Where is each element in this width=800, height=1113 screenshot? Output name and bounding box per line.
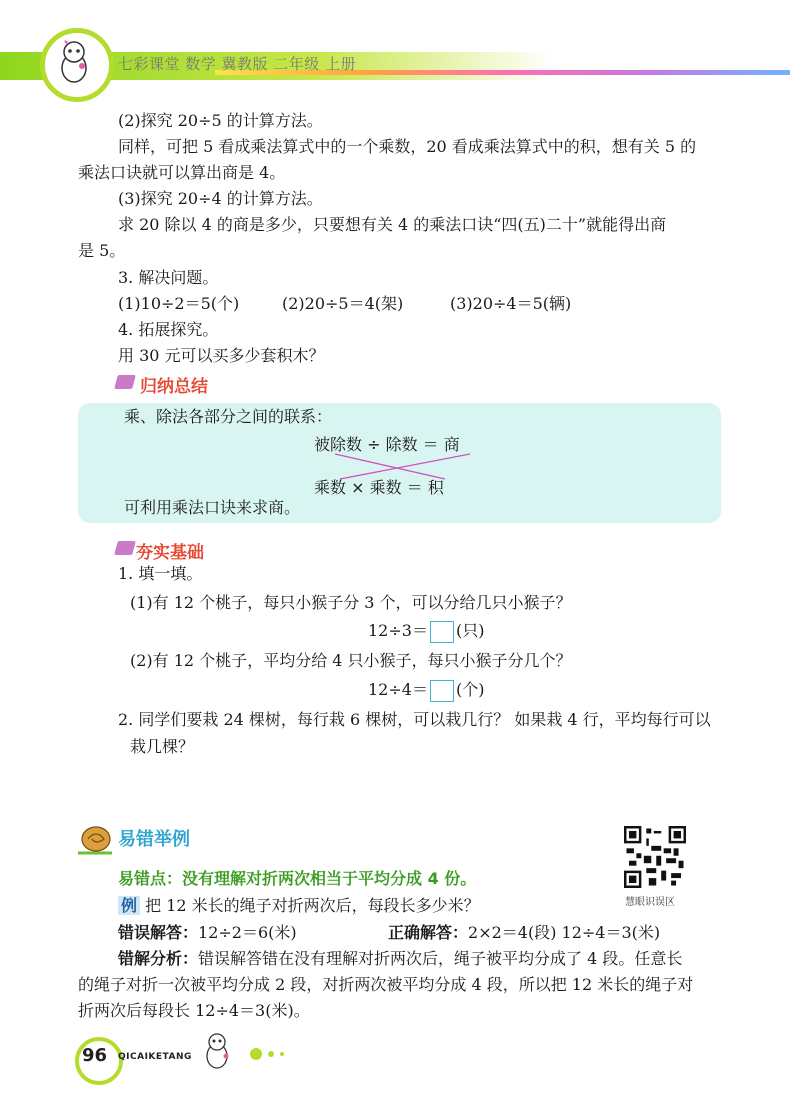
question-1b: (2)有 12 个桃子，平均分给 4 只小猴子，每只小猴子分几个？ xyxy=(130,651,572,670)
answer-line-1b xyxy=(368,679,484,702)
answer-box[interactable] xyxy=(430,621,454,643)
analysis-line-2: 的绳子对折一次被平均分成 2 段，对折两次被平均分成 4 段，所以把 12 米长的绳子对 xyxy=(78,975,694,994)
right-answer xyxy=(388,922,660,944)
error-point: 易错点：没有理解对折两次相当于平均分成 4 份。 xyxy=(118,869,477,888)
text-line: 乘法口诀就可以算出商是 4。 xyxy=(78,163,286,182)
text-line: 同样，可把 5 看成乘法算式中的一个乘数，20 看成乘法算式中的积，想有关 5 的 xyxy=(118,137,697,156)
practice-section-icon xyxy=(114,541,136,555)
text-line: 4. 拓展探究。 xyxy=(118,320,219,339)
snail-mascot-icon xyxy=(76,817,114,857)
example-line xyxy=(118,895,480,917)
footer-mascot-icon xyxy=(200,1030,234,1072)
text-line: 用 30 元可以买多少套积木？ xyxy=(118,346,325,365)
multiplication-relation: 乘数 × 乘数 ＝ 积 xyxy=(314,478,444,497)
answer-1: (1)10÷2＝5(个) xyxy=(118,294,240,313)
question-2-line1: 2. 同学们要栽 24 棵树，每行栽 6 棵树，可以栽几行？ 如果栽 4 行，平均每行可以 xyxy=(118,710,711,729)
question-1: 1. 填一填。 xyxy=(118,564,203,583)
wrong-label: 错误解答： xyxy=(118,923,199,942)
summary-heading: 归纳总结 xyxy=(140,377,208,397)
qr-label: 慧眼识误区 xyxy=(625,897,675,908)
unit: (只) xyxy=(455,621,485,640)
right-label: 正确解答： xyxy=(388,923,469,942)
expression: 12÷4＝ xyxy=(368,680,428,699)
summary-section-icon xyxy=(114,375,136,389)
decor-dot xyxy=(268,1051,274,1057)
answer-2: (2)20÷5＝4(架) xyxy=(282,294,404,313)
wrong-value: 12÷2＝6(米) xyxy=(198,923,297,942)
qr-code-icon[interactable] xyxy=(624,826,686,888)
errors-heading: 易错举例 xyxy=(118,829,190,850)
header-title: 七彩课堂 数学 冀教版 二年级 上册 xyxy=(118,55,357,73)
analysis-line-3: 折两次后每段长 12÷4＝3(米)。 xyxy=(78,1001,310,1020)
analysis-text: 错误解答错在没有理解对折两次后，绳子被平均分成了 4 段。任意长 xyxy=(198,949,683,968)
text-line: 3. 解决问题。 xyxy=(118,268,219,287)
footer-brand: QICAIKETANG xyxy=(118,1052,192,1062)
text-line: 是 5。 xyxy=(78,241,126,260)
question-1a: (1)有 12 个桃子，每只小猴子分 3 个，可以分给几只小猴子？ xyxy=(130,593,572,612)
text-line: (2)探究 20÷5 的计算方法。 xyxy=(118,111,323,130)
summary-intro: 乘、除法各部分之间的联系： xyxy=(124,407,333,426)
page-number: 96 xyxy=(82,1045,108,1066)
answer-box[interactable] xyxy=(430,680,454,702)
division-relation: 被除数 ÷ 除数 ＝ 商 xyxy=(314,435,460,454)
answer-3: (3)20÷4＝5(辆) xyxy=(450,294,572,313)
answer-line-1a xyxy=(368,620,484,643)
unit: (个) xyxy=(455,680,485,699)
example-tag: 例 xyxy=(118,896,140,915)
right-value: 2×2＝4(段) 12÷4＝3(米) xyxy=(468,923,661,942)
practice-heading: 夯实基础 xyxy=(136,543,204,563)
expression: 12÷3＝ xyxy=(368,621,428,640)
decor-dot xyxy=(250,1048,262,1060)
text-line: (3)探究 20÷4 的计算方法。 xyxy=(118,189,323,208)
decor-dot xyxy=(280,1052,284,1056)
mascot-icon xyxy=(52,38,96,86)
text-line: 求 20 除以 4 的商是多少，只要想有关 4 的乘法口诀“四(五)二十”就能得出商 xyxy=(118,215,667,234)
summary-outro: 可利用乘法口诀来求商。 xyxy=(124,498,301,517)
example-text: 把 12 米长的绳子对折两次后，每段长多少米？ xyxy=(145,896,480,915)
analysis-label: 错解分析： xyxy=(118,949,199,968)
analysis-line-1 xyxy=(118,948,682,970)
question-2-line2: 栽几棵？ xyxy=(130,737,195,756)
wrong-answer xyxy=(118,922,297,944)
